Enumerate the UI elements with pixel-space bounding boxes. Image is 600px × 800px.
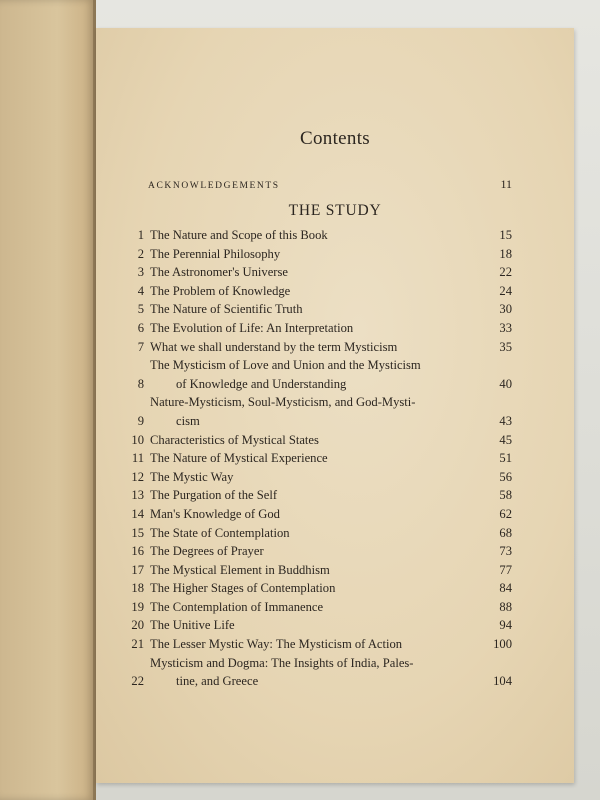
toc-entry-number: 18 (131, 581, 144, 596)
toc-entry-title (150, 226, 472, 245)
toc-entry-page: 62 (499, 506, 512, 521)
toc-entry-page: 77 (499, 562, 512, 577)
toc-entry-title-line: What we shall understand by the term Mysticism (150, 339, 398, 354)
toc-entry (126, 616, 512, 635)
toc-entry-title-line: The Purgation of the Self (150, 488, 278, 503)
toc-entry (126, 654, 512, 691)
toc-entry-page: 43 (499, 413, 512, 428)
toc-entry-number: 11 (131, 451, 144, 466)
toc-entry-page: 100 (493, 637, 512, 652)
acknowledgements-label: ACKNOWLEDGEMENTS (148, 181, 280, 191)
toc-entry-number: 20 (131, 618, 144, 633)
toc-entry-title-line: The Contemplation of Immanence (150, 599, 324, 614)
toc-entry-title-line: The Lesser Mystic Way: The Mysticism of Action (150, 637, 403, 652)
toc-entry-title-line: The Perennial Philosophy (150, 246, 281, 261)
toc-entry (126, 282, 512, 301)
toc-entry-page: 73 (499, 544, 512, 559)
toc-entry-page: 22 (499, 265, 512, 280)
toc-entry-title (150, 561, 472, 580)
toc-entry-number: 4 (137, 283, 144, 298)
toc-entry (126, 245, 512, 264)
toc-entry (126, 393, 512, 430)
toc-entry-page: 104 (493, 674, 512, 689)
toc-entry-title (150, 263, 472, 282)
toc-entry-title-line: of Knowledge and Understanding (176, 376, 347, 391)
toc-entry-number: 8 (137, 376, 144, 391)
toc-entry-title (150, 579, 472, 598)
toc-entry (126, 338, 512, 357)
toc-entry-title-line: The Higher Stages of Contemplation (150, 581, 336, 596)
toc-entry-page: 40 (499, 376, 512, 391)
toc-entry-number: 22 (131, 674, 144, 689)
toc-entry-number: 14 (131, 506, 144, 521)
toc-entry (126, 449, 512, 468)
toc-entry-number: 19 (131, 599, 144, 614)
toc-entry-title (150, 654, 472, 691)
toc-entry-title (150, 505, 472, 524)
toc-entry-title-line: The State of Contemplation (150, 525, 290, 540)
toc-entry-title (150, 468, 472, 487)
toc-entry-number: 1 (137, 228, 144, 242)
toc-entry-page: 15 (499, 228, 512, 242)
toc-entry-title-line: The Nature of Mystical Experience (150, 451, 328, 466)
toc-list (126, 226, 512, 691)
toc-entry-title-line: tine, and Greece (176, 674, 259, 689)
toc-entry (126, 263, 512, 282)
toc-entry-title (150, 245, 472, 264)
toc-entry (126, 226, 512, 245)
toc-entry-title (150, 338, 472, 357)
toc-entry-page: 24 (499, 283, 512, 298)
toc-entry (126, 598, 512, 617)
toc-entry (126, 505, 512, 524)
toc-entry-page: 33 (499, 320, 512, 335)
toc-entry-title (150, 449, 472, 468)
toc-entry (126, 468, 512, 487)
toc-entry-title-line: The Mystic Way (150, 469, 234, 484)
toc-entry-title-line: Nature-Mysticism, Soul-Mysticism, and God-Mysti- (150, 395, 416, 410)
toc-entry-number: 9 (137, 413, 144, 428)
toc-entry-number: 5 (137, 302, 144, 317)
toc-entry-title-line: The Nature and Scope of this Book (150, 228, 328, 242)
toc-entry-title-line: The Degrees of Prayer (150, 544, 264, 559)
toc-entry-title-line: The Unitive Life (150, 618, 235, 633)
toc-entry-page: 68 (499, 525, 512, 540)
toc-entry-title (150, 431, 472, 450)
toc-entry-number: 3 (137, 265, 144, 280)
toc-entry-title (150, 356, 472, 393)
toc-entry-title (150, 542, 472, 561)
toc-entry-title-line: Man's Knowledge of God (150, 506, 280, 521)
toc-entry-page: 94 (499, 618, 512, 633)
toc-entry-number: 21 (131, 637, 144, 652)
toc-entry-title-line: The Problem of Knowledge (150, 283, 291, 298)
toc-entry-title-line: Characteristics of Mystical States (150, 432, 319, 447)
toc-entry-number: 7 (137, 339, 144, 354)
toc-entry (126, 356, 512, 393)
toc-entry-title-line: cism (176, 413, 200, 428)
toc-entry-number: 10 (131, 432, 144, 447)
toc-entry-title-line: The Astronomer's Universe (150, 265, 288, 280)
acknowledgements-row (148, 177, 512, 192)
left-page-edge (0, 0, 96, 800)
acknowledgements-page: 11 (500, 177, 512, 191)
toc-entry-title (150, 598, 472, 617)
toc-entry (126, 319, 512, 338)
toc-entry-title-line: The Evolution of Life: An Interpretation (150, 320, 354, 335)
toc-entry-title (150, 524, 472, 543)
toc-entry-title (150, 616, 472, 635)
toc-entry-number: 12 (131, 469, 144, 484)
toc-entry (126, 561, 512, 580)
toc-entry-page: 30 (499, 302, 512, 317)
toc-entry-title-line: The Nature of Scientific Truth (150, 302, 303, 317)
page-title: Contents (300, 128, 370, 149)
toc-entry-title (150, 486, 472, 505)
toc-entry-number: 17 (131, 562, 144, 577)
toc-entry-page: 45 (499, 432, 512, 447)
toc-entry (126, 579, 512, 598)
toc-entry-number: 15 (131, 525, 144, 540)
section-heading: THE STUDY (288, 202, 382, 219)
toc-entry (126, 635, 512, 654)
toc-entry-page: 88 (499, 599, 512, 614)
toc-entry-title (150, 282, 472, 301)
toc-entry (126, 542, 512, 561)
toc-entry-title (150, 300, 472, 319)
toc-entry-page: 18 (499, 246, 512, 261)
toc-entry (126, 300, 512, 319)
toc-entry-title-line: Mysticism and Dogma: The Insights of India, Pales- (150, 655, 414, 670)
toc-entry (126, 524, 512, 543)
toc-entry (126, 431, 512, 450)
toc-entry-title-line: The Mystical Element in Buddhism (150, 562, 330, 577)
toc-entry-page: 51 (499, 451, 512, 466)
toc-entry-number: 16 (131, 544, 144, 559)
book-page (96, 28, 574, 783)
toc-entry-title (150, 635, 472, 654)
toc-entry-page: 58 (499, 488, 512, 503)
toc-entry-number: 13 (131, 488, 144, 503)
toc-entry-title (150, 319, 472, 338)
toc-entry-page: 84 (499, 581, 512, 596)
toc-entry-title (150, 393, 472, 430)
toc-entry-number: 6 (137, 320, 144, 335)
toc-entry-page: 56 (499, 469, 512, 484)
toc-entry-number: 2 (137, 246, 144, 261)
toc-entry (126, 486, 512, 505)
toc-entry-page: 35 (499, 339, 512, 354)
toc-entry-title-line: The Mysticism of Love and Union and the Mysticism (150, 358, 421, 373)
